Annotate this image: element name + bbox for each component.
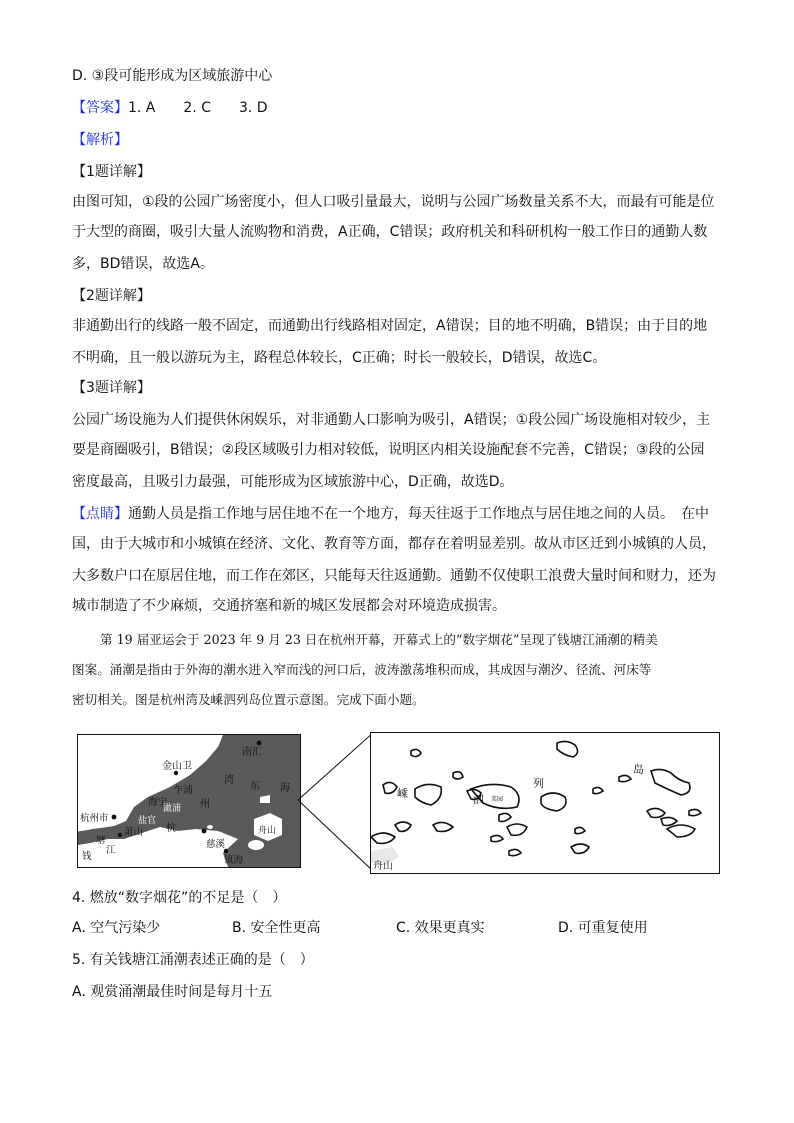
label-dao: 岛 [633,763,644,776]
island-u [667,825,695,837]
label-zhoushan-left: 舟山 [258,826,277,836]
label-zhou: 州 [200,799,210,810]
island-m [509,849,521,855]
label-tang: 塘 [96,835,106,846]
label-jinshanwei: 金山卫 [162,761,192,772]
key-point-p2: 国，由于大城市和小城镇在经济、文化、教育等方面，都存在着明显差别。故从市区迁到小城镇的人员， [72,536,716,552]
q5-option-a[interactable]: A. 观赏涌潮最佳时间是每月十五 [72,984,273,1000]
label-wan: 湾 [224,775,234,786]
island-v [575,827,585,833]
island-q [651,769,690,795]
q3-detail-tag: 【3题详解】 [72,380,151,396]
q3-detail-p3: 密度最高，且吸引力最强，可能形成为区域旅游中心，D正确，故选D。 [72,474,514,490]
island-e [415,784,441,805]
label-cixi: 慈溪 [206,839,226,850]
island-a [557,741,578,757]
shengsi-islands-map [370,732,720,874]
key-point-p3: 大多数户口在原居住地，而工作在郊区，只能每天往返通勤。通勤不仅使职工浪费大量时间和财力，还为 [72,568,716,584]
label-haining: 海宁 [148,797,168,808]
label-jiang: 江 [106,845,116,856]
key-point-p1: 通勤人员是指工作地与居住地不在一个地方，每天往返于工作地点与居住地之间的人员。 在中 [128,506,709,522]
passage-p2: 图案。涌潮是指由于外海的潮水进入窄而浅的河口后，波涛激荡堆积而成，其成因与潮汐、径流、河床等 [72,662,652,677]
q1-detail-p3: 多，BD错误，故选A。 [72,256,214,272]
q1-detail-p1: 由图可知，①段的公园广场密度小，但人口吸引量最大，说明与公园广场数量关系不大，而最有可能是位 [72,194,715,210]
island-small-2 [248,840,264,850]
label-zhenhai: 镇海 [224,855,244,866]
island-p [619,775,631,781]
passage-p3: 密切相关。图是杭州湾及嵊泗列岛位置示意图。完成下面小题。 [72,692,425,707]
island-i [507,824,527,835]
label-town: 菜园 [491,796,504,803]
key-point-tag: 【点睛】 [72,506,128,522]
label-sheng: 嵊 [397,787,408,800]
hangzhou-bay-map [77,734,301,868]
island-o [593,787,603,793]
answer-tag: 【答案】 [72,100,128,116]
island-s [661,817,677,825]
island-k [541,793,566,811]
answer-line [72,98,268,118]
q2-detail-p1: 非通勤出行的线路一般不固定，而通勤出行线路相对固定，A错误；目的地不明确，B错误；由于目的地 [72,318,708,334]
q1-detail-tag: 【1题详解】 [72,164,151,180]
nanhui-dot [257,741,262,746]
label-ganpu: 澉浦 [163,804,182,814]
q1-detail-p2: 于大型的商圈，吸引大量人流购物和消费，A正确，C错误；政府机关和科研机构一般工作日的通勤人数 [72,224,708,240]
q3-detail-p2: 要是商圈吸引，B错误；②段区域吸引力相对较低，说明区内相关设施配套不完善，C错误；③段的公园 [72,442,705,458]
label-hangzhou-city: 杭州市 [80,813,109,824]
option-d-line: D. ③段可能形成为区域旅游中心 [72,68,273,84]
q4-option-a[interactable]: A. 空气污染少 [72,920,161,936]
hangzhou-bay-map-svg [78,735,300,867]
question-5: 5. 有关钱塘江涌潮表述正确的是（ ） [72,952,314,968]
q3-detail-p1: 公园广场设施为人们提供休闲娱乐，对非通勤人口影响为吸引，A错误；①段公园广场设施相对较少，主 [72,412,711,428]
label-yanguan: 盐官 [138,816,157,826]
q4-option-c[interactable]: C. 效果更真实 [396,920,485,936]
label-zhoushan-right: 舟山 [373,861,393,872]
question-4: 4. 燃放“数字烟花”的不足是（ ） [72,890,287,906]
q4-option-b[interactable]: B. 安全性更高 [232,920,321,936]
key-point-line [72,504,709,524]
analysis-tag: 【解析】 [72,132,128,148]
label-nanhui: 南汇 [242,747,262,758]
island-x [371,833,395,843]
key-point-p4: 城市制造了不少麻烦，交通挤塞和新的城区发展都会对环境造成损害。 [72,598,506,614]
label-qian: 钱 [82,851,92,862]
label-si: 泗 [473,793,484,806]
map-connector [290,728,374,878]
island-h [499,813,511,821]
q2-detail-p2: 不明确，且一般以游玩为主，路程总体较长，C正确；时长一般较长，D错误，故选C。 [72,350,607,366]
answer-text: 1. A 2. C 3. D [128,100,268,116]
island-t [689,809,701,815]
label-zhapu: 乍浦 [174,785,194,796]
island-small-3 [207,825,213,829]
shengsi-islands-svg [371,733,719,873]
island-w [433,822,453,831]
label-dong: 东 [250,781,260,792]
q4-option-d[interactable]: D. 可重复使用 [558,920,648,936]
hangzhou-dot [112,815,117,820]
island-n [571,844,589,853]
island-c [383,782,397,793]
island-r [647,808,665,817]
cixi-dot [202,829,207,834]
q2-detail-tag: 【2题详解】 [72,288,151,304]
label-hang: 杭 [166,823,176,834]
island-b [411,749,421,756]
label-lie: 列 [533,777,544,790]
label-hai: 海 [280,783,290,794]
island-d [453,772,463,779]
label-xiaoshan: 萧山 [124,827,144,838]
island-g [395,822,411,831]
island-l [491,835,503,841]
xiaoshan-dot [118,833,122,837]
passage-p1: 第 19 届亚运会于 2023 年 9 月 23 日在杭州开幕，开幕式上的“数字烟花”呈现了钱塘江涌潮的精美 [100,632,658,647]
